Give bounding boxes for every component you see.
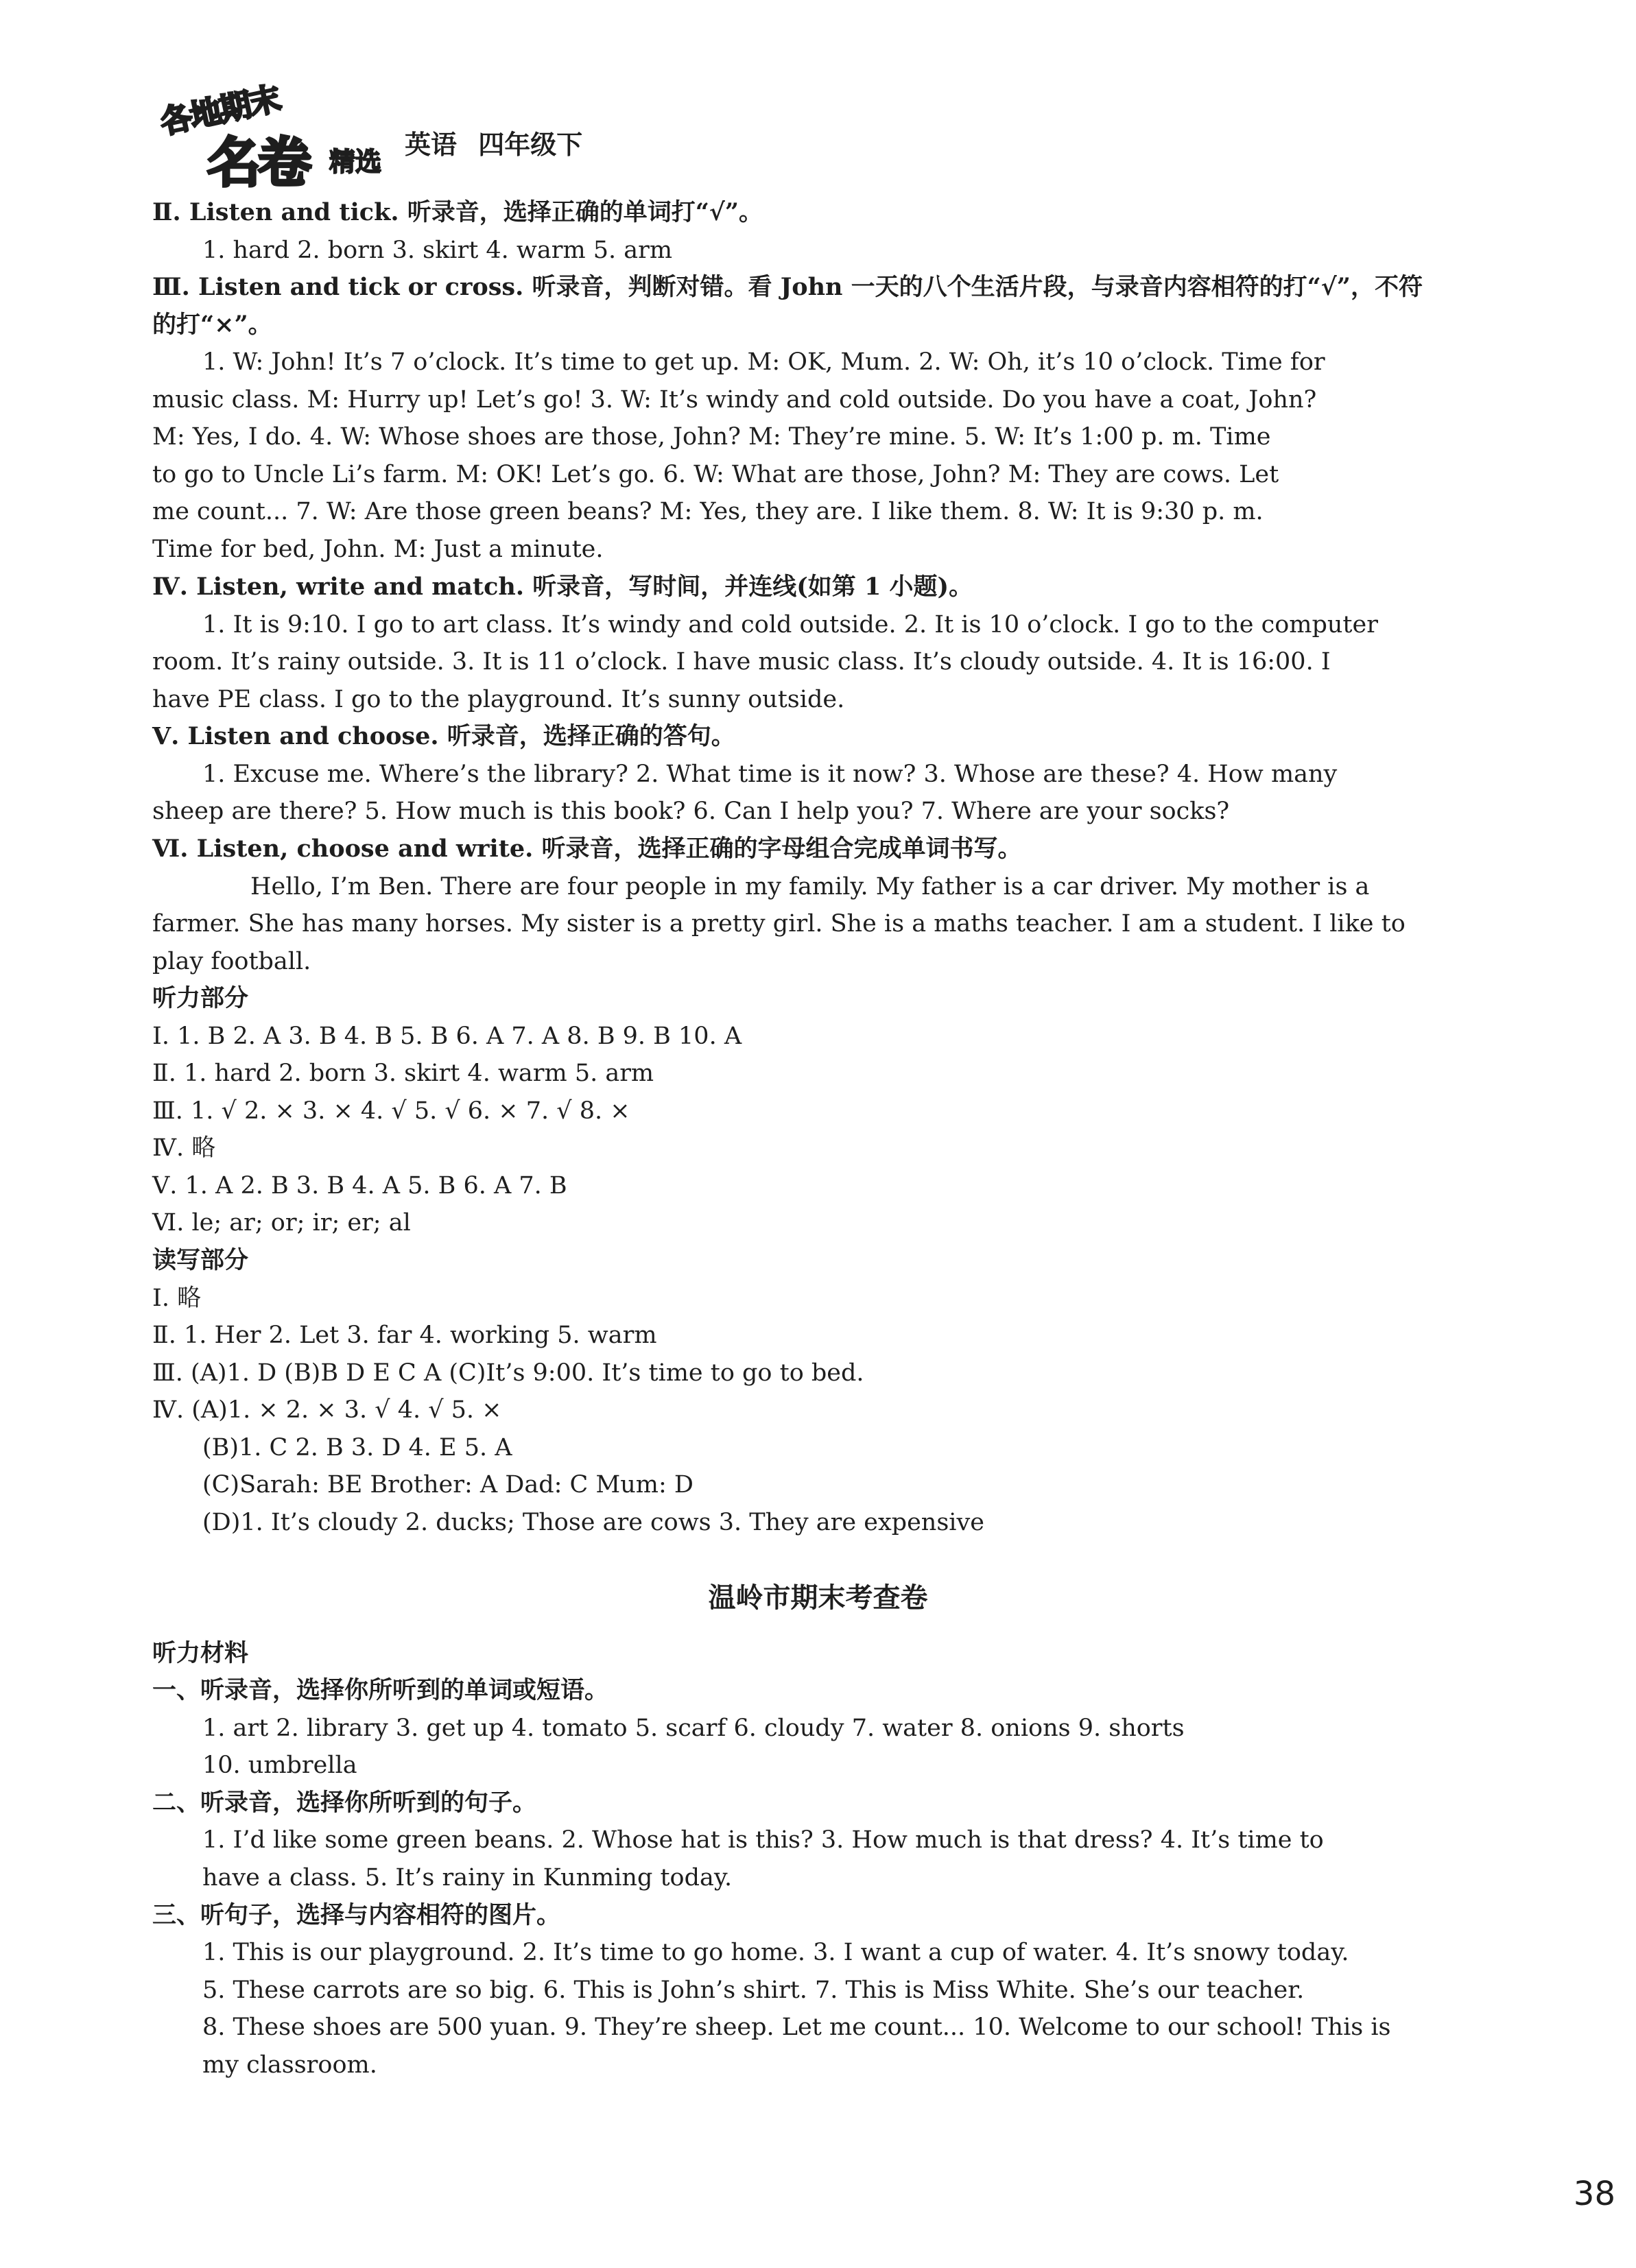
text-line: sheep are there? 5. How much is this book? 6. Can I help you? 7. Where are your socks? bbox=[152, 798, 1230, 825]
section-heading: Ⅱ. Listen and tick. 听录音，选择正确的单词打“√”。 bbox=[152, 198, 763, 226]
answer-line: Ⅳ. (A)1. × 2. × 3. √ 4. √ 5. × bbox=[152, 1396, 502, 1424]
part-heading: 读写部分 bbox=[152, 1247, 249, 1274]
text-line: M: Yes, I do. 4. W: Whose shoes are those, John? M: They’re mine. 5. W: It’s 1:00 p. m. Time bbox=[152, 423, 1271, 451]
section-heading: Ⅵ. Listen, choose and write. 听录音，选择正确的字母组合完成单词书写。 bbox=[152, 835, 1022, 863]
logo-line-1: 各地期末 bbox=[156, 80, 283, 141]
answer-line: Ⅰ. 1. B 2. A 3. B 4. B 5. B 6. A 7. A 8. B 9. B 10. A bbox=[152, 1023, 742, 1050]
page-number: 38 bbox=[1573, 2175, 1615, 2213]
text-line: 1. hard 2. born 3. skirt 4. warm 5. arm bbox=[202, 237, 673, 264]
text-line: have a class. 5. It’s rainy in Kunming today. bbox=[202, 1864, 733, 1891]
text-line: 1. art 2. library 3. get up 4. tomato 5. scarf 6. cloudy 7. water 8. onions 9. shorts bbox=[202, 1715, 1185, 1742]
logo-line-3: 精选 bbox=[329, 147, 382, 177]
text-line: 5. These carrots are so big. 6. This is John’s shirt. 7. This is Miss White. She’s our teacher. bbox=[202, 1977, 1305, 2004]
answer-line: Ⅴ. 1. A 2. B 3. B 4. A 5. B 6. A 7. B bbox=[152, 1172, 567, 1199]
subject-label: 英语 bbox=[405, 130, 458, 160]
text-line: Time for bed, John. M: Just a minute. bbox=[152, 536, 604, 563]
text-line: music class. M: Hurry up! Let’s go! 3. W: It’s windy and cold outside. Do you have a coat, John? bbox=[152, 386, 1317, 414]
logo-line-2: 名卷 bbox=[207, 132, 309, 194]
answer-line: Ⅱ. 1. Her 2. Let 3. far 4. working 5. warm bbox=[152, 1322, 657, 1349]
text-line: 1. It is 9:10. I go to art class. It’s windy and cold outside. 2. It is 10 o’clock. I go to the computer bbox=[202, 611, 1378, 638]
text-line: room. It’s rainy outside. 3. It is 11 o’clock. I have music class. It’s cloudy outside. 4. It is 16:00. I bbox=[152, 648, 1331, 676]
text-line: farmer. She has many horses. My sister is a pretty girl. She is a maths teacher. I am a student. I like to bbox=[152, 910, 1406, 938]
answer-line: (C)Sarah: BE Brother: A Dad: C Mum: D bbox=[202, 1471, 693, 1499]
text-line: 1. Excuse me. Where’s the library? 2. What time is it now? 3. Whose are these? 4. How many bbox=[202, 761, 1338, 788]
answer-line: Ⅰ. 略 bbox=[152, 1285, 202, 1312]
section-heading: 二、听录音，选择你所听到的句子。 bbox=[152, 1789, 537, 1817]
section-title: 温岭市期末考查卷 bbox=[708, 1582, 928, 1614]
grade-label: 四年级下 bbox=[478, 130, 583, 160]
text-line: 1. I’d like some green beans. 2. Whose hat is this? 3. How much is that dress? 4. It’s time to bbox=[202, 1826, 1324, 1854]
text-line: to go to Uncle Li’s farm. M: OK! Let’s go. 6. W: What are those, John? M: They are cows. Let bbox=[152, 461, 1279, 488]
section-heading: Ⅲ. Listen and tick or cross. 听录音，判断对错。看 John 一天的八个生活片段，与录音内容相符的打“√”，不符 bbox=[152, 273, 1423, 301]
answer-line: Ⅳ. 略 bbox=[152, 1134, 216, 1162]
part-heading: 听力部分 bbox=[152, 985, 249, 1012]
section-heading: 的打“×”。 bbox=[152, 311, 272, 339]
answer-line: (B)1. C 2. B 3. D 4. E 5. A bbox=[202, 1434, 512, 1461]
section-heading: 三、听句子，选择与内容相符的图片。 bbox=[152, 1902, 561, 1929]
text-line: have PE class. I go to the playground. It’s sunny outside. bbox=[152, 686, 845, 713]
text-line: 8. These shoes are 500 yuan. 9. They’re sheep. Let me count... 10. Welcome to our school! This is bbox=[202, 2014, 1391, 2041]
text-line: me count... 7. W: Are those green beans? M: Yes, they are. I like them. 8. W: It is 9:30 p. m. bbox=[152, 498, 1264, 525]
text-line: 1. W: John! It’s 7 o’clock. It’s time to get up. M: OK, Mum. 2. W: Oh, it’s 10 o’clock. Time for bbox=[202, 348, 1325, 376]
answer-line: Ⅲ. (A)1. D (B)B D E C A (C)It’s 9:00. It’s time to go to bed. bbox=[152, 1359, 864, 1387]
answer-line: Ⅲ. 1. √ 2. × 3. × 4. √ 5. √ 6. × 7. √ 8. × bbox=[152, 1097, 630, 1125]
section-heading: Ⅴ. Listen and choose. 听录音，选择正确的答句。 bbox=[152, 722, 735, 750]
text-line: Hello, I’m Ben. There are four people in my family. My father is a car driver. My mother is a bbox=[250, 873, 1370, 900]
page-header bbox=[405, 123, 582, 161]
answer-line: Ⅱ. 1. hard 2. born 3. skirt 4. warm 5. arm bbox=[152, 1060, 654, 1087]
text-line: 10. umbrella bbox=[202, 1752, 357, 1779]
series-logo bbox=[152, 80, 388, 194]
section-heading: Ⅳ. Listen, write and match. 听录音，写时间，并连线(如第 1 小题)。 bbox=[152, 573, 973, 601]
answer-line: Ⅵ. le; ar; or; ir; er; al bbox=[152, 1209, 411, 1237]
text-line: play football. bbox=[152, 948, 311, 975]
section-heading: 一、听录音，选择你所听到的单词或短语。 bbox=[152, 1677, 609, 1704]
part-heading: 听力材料 bbox=[152, 1640, 249, 1667]
text-line: 1. This is our playground. 2. It’s time to go home. 3. I want a cup of water. 4. It’s snowy today. bbox=[202, 1939, 1349, 1966]
text-line: my classroom. bbox=[202, 2051, 377, 2079]
answer-line: (D)1. It’s cloudy 2. ducks; Those are cows 3. They are expensive bbox=[202, 1509, 984, 1536]
